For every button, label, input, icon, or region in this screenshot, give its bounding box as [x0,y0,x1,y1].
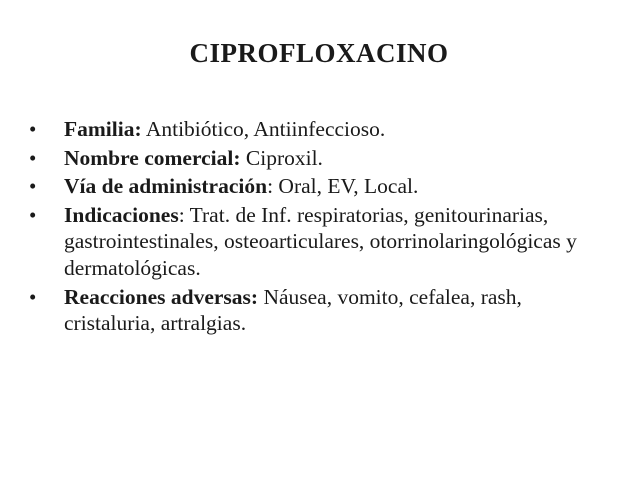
bullet-item-indicaciones [27,202,617,282]
bullet-text: Antibiótico, Antiinfeccioso. [141,117,386,141]
bullet-item-nombre-comercial [27,145,617,172]
bullet-icon: • [29,174,37,199]
bullet-text: Náusea, vomito, cefalea, rash, cristaluria, artralgias. [64,284,522,336]
bullet-text: : Trat. de Inf. respiratorias, genitourinarias, gastrointestinales, osteoarticulares, otorrinolaringológicas y dermatológicas. [64,202,577,280]
bullet-label: Familia: [64,117,142,141]
bullet-icon: • [29,284,37,309]
bullet-icon: • [29,202,37,227]
bullet-label: Indicaciones [64,202,179,227]
bullet-text: Ciproxil. [240,145,323,170]
bullet-icon: • [29,145,37,170]
bullet-label: Vía de administración [64,174,268,199]
bullet-icon: • [29,117,37,141]
bullet-item-reacciones-adversas [27,284,617,337]
bullet-label: Nombre comercial: [64,145,241,170]
bullet-text: : Oral, EV, Local. [267,174,419,199]
bullet-item-familia [27,116,617,143]
slide-title: CIPROFLOXACINO [189,38,449,68]
bullet-item-via-administracion [27,173,617,200]
bullet-list [27,116,617,339]
bullet-label: Reacciones adversas: [64,284,259,309]
